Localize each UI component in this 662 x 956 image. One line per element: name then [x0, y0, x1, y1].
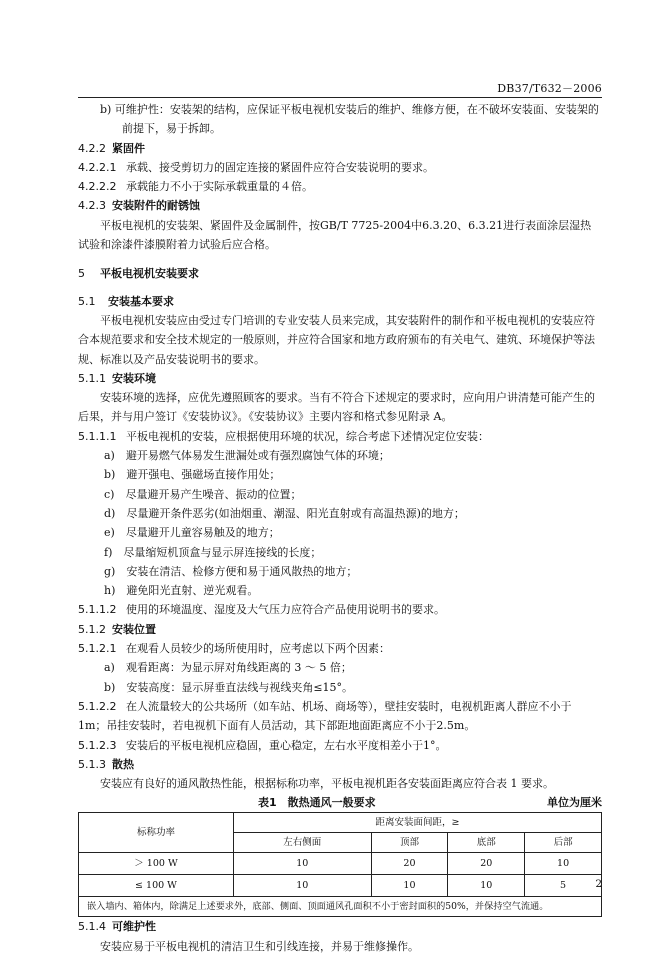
list-item: a) 观看距离：为显示屏对角线距离的 3 ～ 5 倍；: [104, 661, 352, 675]
clause: 5.1.1.1 平板电视机的安装，应根据使用环境的状况，综合考虑下述情况定位安装：: [78, 429, 489, 443]
table-note: 嵌入墙内、箱体内，除满足上述要求外，底部、侧面、顶面通风孔面积不小于密封面积的50%，并保持空气流通。: [79, 897, 602, 917]
section-heading: 5.1.2 安装位置: [78, 622, 156, 636]
table-subheader: 底部: [448, 833, 525, 853]
clause: 4.2.2.1 承载、接受剪切力的固定连接的紧固件应符合安装说明的要求。: [78, 160, 434, 174]
paragraph: 安装应有良好的通风散热性能，根据标称功率，平板电视机距各安装面距离应符合表 1 要求。: [100, 777, 554, 791]
section-heading: 5.1.4 可维护性: [78, 920, 156, 934]
clause: 5.1.2.2 在人流量较大的公共场所（如车站、机场、商场等），壁挂安装时，电视机距离人群应不小于 1m；吊挂安装时，若电视机下面有人员活动，其下部距地面距离应不小于2.5m。: [78, 699, 572, 733]
header-rule: [78, 97, 602, 98]
table-cell: 5: [525, 875, 602, 897]
section-heading: 4.2.3 安装附件的耐锈蚀: [78, 199, 200, 213]
list-item: e) 尽量避开儿童容易触及的地方；: [104, 526, 280, 540]
ventilation-table: [78, 812, 602, 917]
standard-number: DB37/T632－2006: [497, 82, 602, 95]
list-item: a) 避开易燃气体易发生泄漏处或有强烈腐蚀气体的环境；: [104, 449, 390, 463]
table-cell: 10: [234, 875, 372, 897]
clause: 5.1.2.1 在观看人员较少的场所使用时，应考虑以下两个因素：: [78, 642, 390, 656]
clause: 4.2.2.2 承载能力不小于实际承载重量的４倍。: [78, 180, 313, 194]
table-cell: ≤ 100 W: [79, 875, 234, 897]
paragraph: 安装环境的选择，应优先遵照顾客的要求。当有不符合下述规定的要求时，应向用户讲清楚可能产生的后果，并与用户签订《安装协议》。《安装协议》主要内容和格式参见附录 A。: [78, 391, 595, 424]
page-number: 2: [595, 878, 602, 890]
table-cell: 10: [234, 853, 372, 875]
table-cell: 10: [448, 875, 525, 897]
table-cell: 10: [371, 875, 448, 897]
list-item: b) 安装高度：显示屏垂直法线与视线夹角≤15°。: [104, 680, 354, 694]
list-item: b) 避开强电、强磁场直接作用处；: [104, 468, 281, 482]
chapter-heading: 5 平板电视机安装要求: [78, 267, 199, 281]
table-row: [79, 853, 602, 875]
clause: 5.1.2.3 安装后的平板电视机应稳固，重心稳定，左右水平度相差小于1°。: [78, 738, 447, 752]
document-body: [78, 100, 602, 956]
list-item: g) 安装在清洁、检修方便和易于通风散热的地方；: [104, 564, 358, 578]
section-heading: 5.1 安装基本要求: [78, 294, 174, 308]
table-cell: 20: [448, 853, 525, 875]
list-item: c) 尽量避开易产生噪音、振动的位置；: [104, 487, 302, 501]
list-item: d) 尽量避开条件恶劣(如油烟重、潮湿、阳光直射或有高温热源)的地方；: [104, 506, 465, 520]
table-cell: ＞ 100 W: [79, 853, 234, 875]
section-heading: 4.2.2 紧固件: [78, 141, 145, 155]
table-cell: 20: [371, 853, 448, 875]
list-item: h) 避免阳光直射、逆光观看。: [104, 584, 259, 598]
table-unit: 单位为厘米: [547, 796, 602, 810]
paragraph: 平板电视机的安装架、紧固件及金属制件，按GB/T 7725-2004中6.3.20、6.3.21进行表面涂层湿热试验和涂漆件漆膜附着力试验后应合格。: [78, 218, 592, 252]
paragraph: 平板电视机安装应由受过专门培训的专业安装人员来完成，其安装附件的制作和平板电视机的安装应符合本规范要求和安全技术规定的一般原则，并应符合国家和地方政府颁布的有关电气、建筑、环境保护等法规、标准以及产品安装说明书的要求。: [78, 313, 595, 366]
table-caption: [78, 793, 602, 812]
list-item: f) 尽量缩短机顶盒与显示屏连接线的长度；: [104, 545, 322, 559]
list-item: b) 可维护性：安装架的结构，应保证平板电视机安装后的维护、维修方便，在不破坏安装面、安装架的前提下，易于拆卸。: [100, 103, 599, 136]
table-header-group: 距离安装面间距，≥: [234, 813, 602, 833]
paragraph: 安装应易于平板电视机的清洁卫生和引线连接，并易于维修操作。: [100, 939, 419, 953]
section-heading: 5.1.3 散热: [78, 757, 134, 771]
table-header-power: 标称功率: [79, 813, 234, 853]
table-title: 表1 散热通风一般要求: [258, 796, 376, 810]
table-row: [79, 875, 602, 897]
clause: 5.1.1.2 使用的环境温度、湿度及大气压力应符合产品使用说明书的要求。: [78, 603, 445, 617]
table-subheader: 顶部: [371, 833, 448, 853]
table-note-row: [79, 897, 602, 917]
table-subheader: 左右侧面: [234, 833, 372, 853]
section-heading: 5.1.1 安装环境: [78, 371, 156, 385]
table-subheader: 后部: [525, 833, 602, 853]
table-cell: 10: [525, 853, 602, 875]
